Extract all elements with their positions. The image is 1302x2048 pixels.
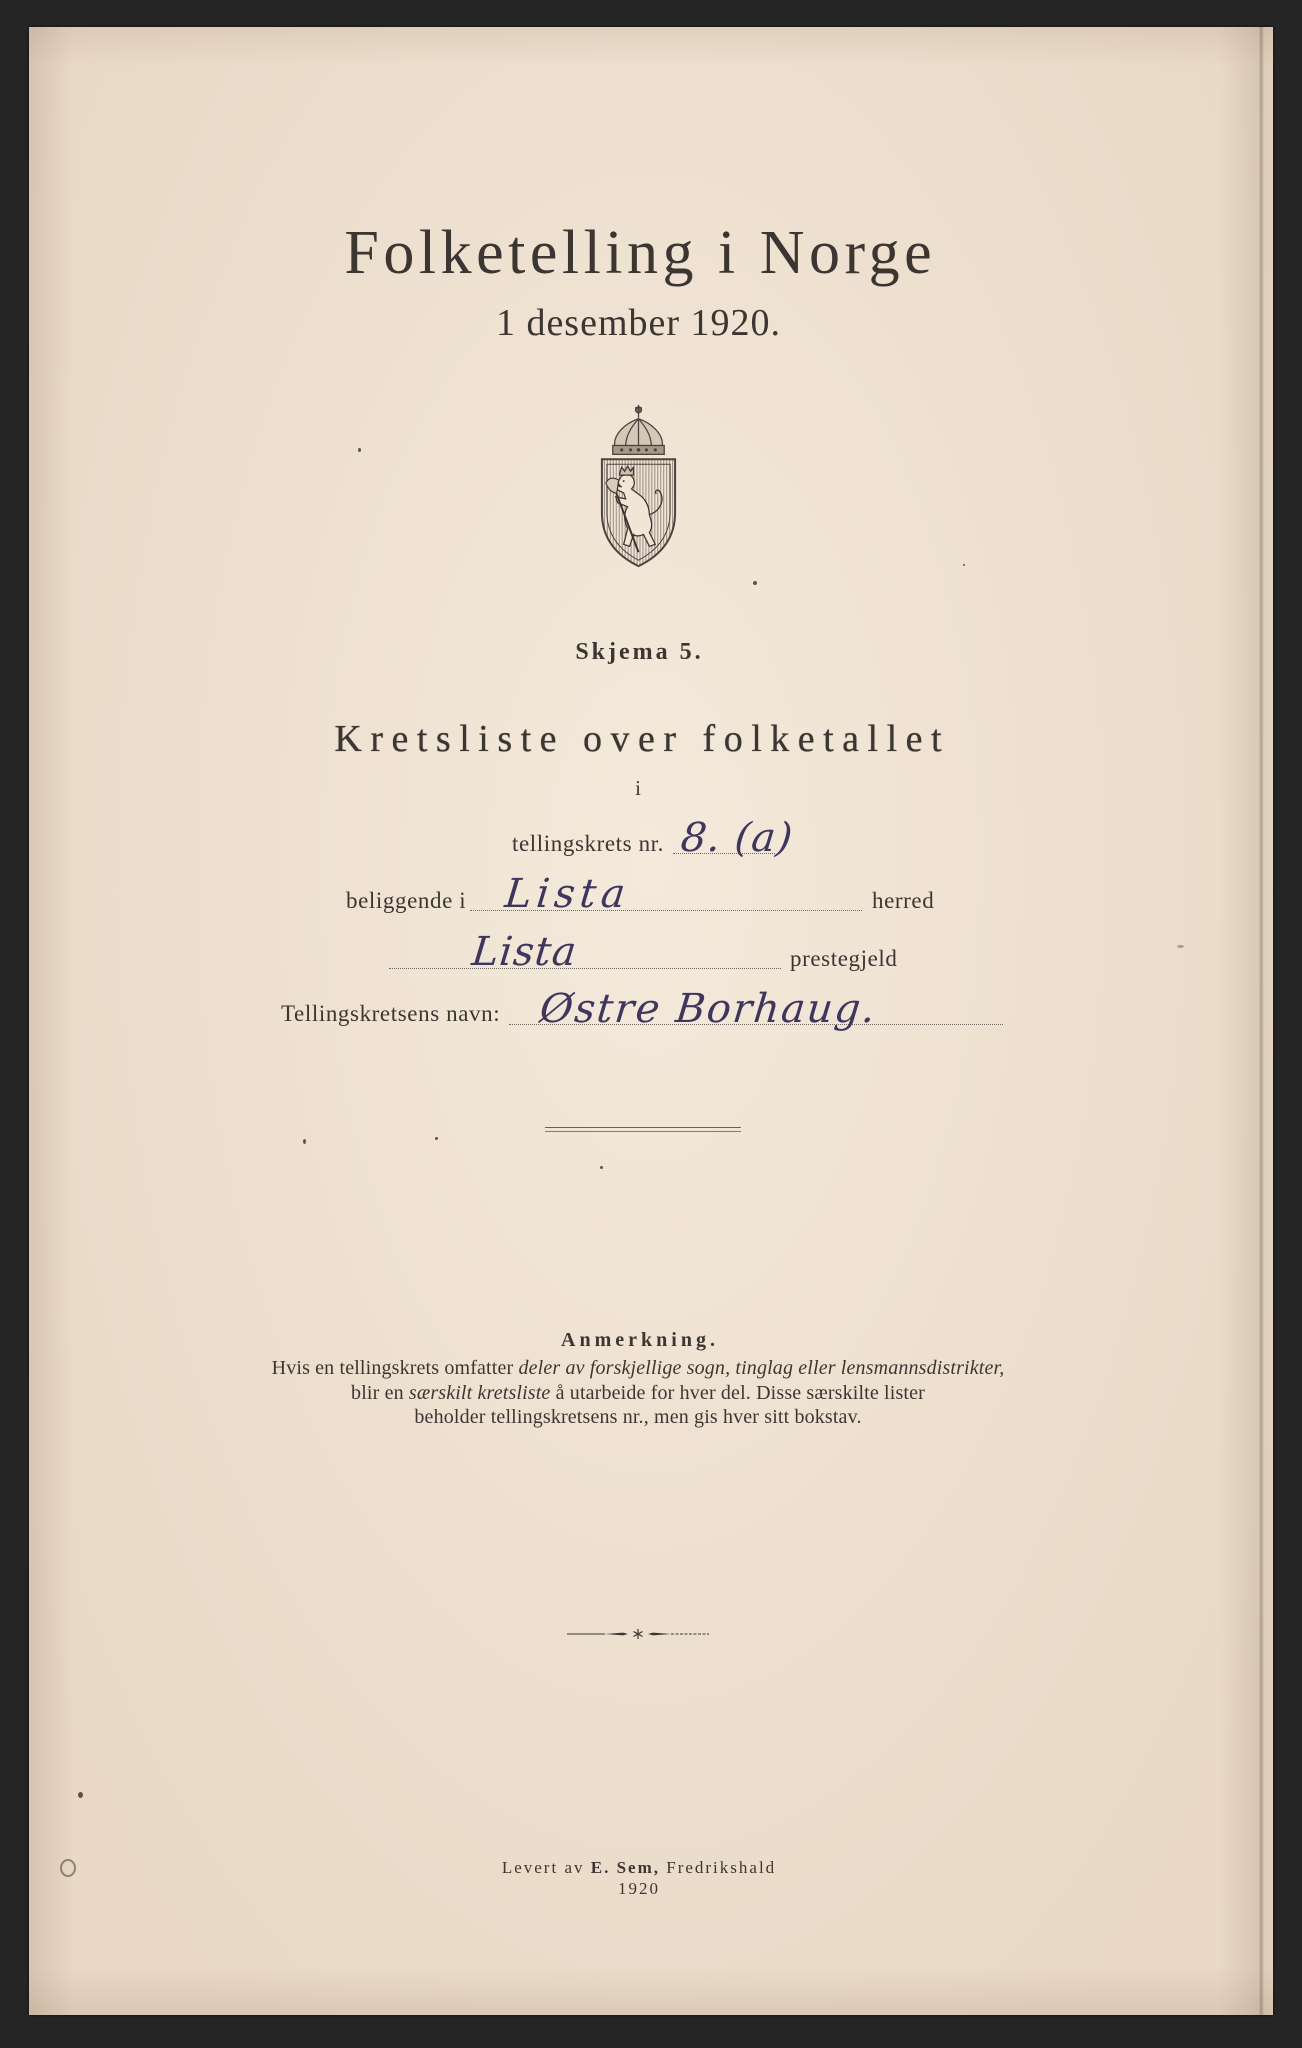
paper-speck [963,564,965,566]
parish-dotted-line [389,968,781,969]
paper-speck [600,1166,603,1169]
remark-line-1-italic: deler av forskjellige sogn, tinglag eller lensmannsdistrikter, [518,1357,1005,1379]
norwegian-coat-of-arms-icon [594,403,683,569]
district-name-handwritten: Østre Borhaug. [537,986,879,1032]
remark-line-3: beholder tellingskretsens nr., men gis hver sitt bokstav. [414,1406,862,1428]
schema-number: Skjema 5. [575,639,704,665]
parish-handwritten: Lista [469,929,580,975]
parish-suffix: prestegjeld [790,946,898,971]
district-name-label: Tellingskretsens navn: [281,1001,501,1026]
crown [613,405,664,454]
remark-line-2 [29,1383,1247,1403]
paper-speck [78,1792,83,1798]
heading-connector: i [635,776,641,800]
district-number-handwritten: 8. (a) [678,815,796,861]
form-heading: Kretsliste over folketallet [334,718,951,760]
printer-imprint [29,1859,1247,1876]
imprint-printer: E. Sem, [590,1858,660,1877]
remark-heading: Anmerkning. [561,1329,719,1351]
municipality-suffix: herred [872,888,935,913]
remark-line-1 [29,1358,1247,1378]
remark-line-2-start: blir en [351,1382,409,1404]
paper-speck [435,1137,438,1140]
census-date: 1 desember 1920. [495,302,782,344]
remark-line-1-plain: Hvis en tellingskrets omfatter [271,1357,519,1379]
section-divider-rule [545,1127,741,1132]
paper-smudge [60,1859,76,1877]
form-title: Folketelling i Norge [344,219,937,287]
paper-speck [1177,945,1184,948]
paper-speck [358,448,361,452]
ornament-divider-icon [565,1627,711,1641]
district-number-label: tellingskrets nr. [512,831,665,856]
paper-speck [753,581,757,585]
census-form-page [29,27,1273,2015]
remark-line-2-end: å utarbeide for hver del. Disse særskilte lister [550,1382,925,1404]
imprint-prefix: Levert av [501,1858,585,1877]
paper-speck [303,1139,306,1144]
municipality-prefix: beliggende i [346,888,467,913]
imprint-year: 1920 [618,1879,660,1898]
municipality-handwritten: Lista [502,871,633,917]
imprint-place: Fredrikshald [666,1858,777,1877]
remark-line-2-italic: særskilt kretsliste [408,1382,551,1404]
